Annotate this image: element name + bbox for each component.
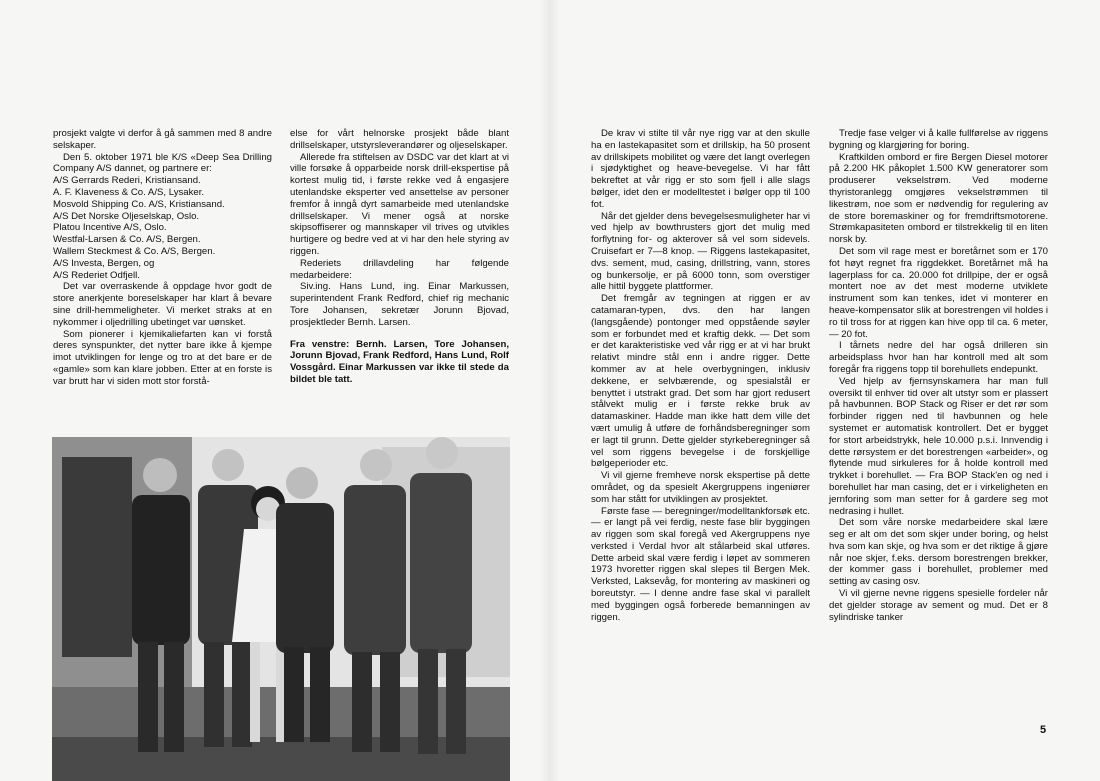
paragraph: Wallem Steckmest & Co. A/S, Bergen. <box>53 245 216 257</box>
paragraph: else for vårt helnorske prosjekt både blant drillselskaper, utstyrsleverandører og oljeselskaper. <box>290 128 509 151</box>
paragraph: A/S Investa, Bergen, og <box>53 257 155 269</box>
paragraph: A/S Rederiet Odfjell. <box>53 269 140 281</box>
paragraph: Som pionerer i kjemikaliefarten kan vi forstå deres synspunkter, det nytter bare ikke å kjempe imot utviklingen for lenge og tro at det bare er de «gamle» som kan klare jobben. Etter at en forste is var brutt har vi siden mott stor forstå- <box>53 328 272 387</box>
paragraph: Mosvold Shipping Co. A/S, Kristiansand. <box>53 198 225 210</box>
paragraph: Vi vil gjerne nevne riggens spesielle fordeler når det gjelder storage av sement og mud. Det er 8 sylindriske tanker <box>829 588 1048 623</box>
paragraph: Vi vil gjerne fremheve norsk ekspertise på dette området, og da spesielt Akergruppens ingeniører som har stått for utviklingen av prosjektet. <box>591 470 810 505</box>
paragraph: Westfal-Larsen & Co. A/S, Bergen. <box>53 234 201 246</box>
paragraph: Det var overraskende å oppdage hvor godt de store anerkjente boreselskaper har klart å bevare sine drill-hemmeligheter. Vi merket straks at en nykommer i oljedrilling ubetinget var uønsket. <box>53 281 272 328</box>
paragraph: De krav vi stilte til vår nye rigg var at den skulle ha en lastekapasitet som et drillskip, ha 50 prosent av drillskipets mobilitet og være det langt overlegen i sjødyktighet og heave-bevegelse. Vi har fått bekreftet at vår rigg er sto som fjell i alle slags bølger, idet den er modelltestet i bølger opp til 100 fot. <box>591 128 810 210</box>
group-photo-icon <box>52 437 510 781</box>
paragraph: Når det gjelder dens bevegelsesmuligheter har vi ved hjelp av bowthrusters gjort det mulig med forflytning for- og akterover så vel som sidevels. Cruisefart er 7—8 knop. — Riggens lastekapasitet, dvs. sement, mud, casing, drillstring, vann, stores og bunkersolje, er på 6000 tonn, som overstiger alle hittil byggete plattformer. <box>591 210 810 293</box>
paragraph: Rederiets drillavdeling har følgende medarbeidere: <box>290 257 509 281</box>
paragraph: Ved hjelp av fjernsynskamera har man full oversikt til enhver tid over alt utstyr som er plassert på havbunnen. BOP Stack og Riser er det rør som forbinder riggen ned til havbunnen og hele systemet er automatisk kontrollert. Det er bygget for stort arbeidstrykk, hele 10.000 p.s.i. Innvendig i dette rørsystem er det borestrengen «arbeider», og flytende mud sirkuleres for å holde kontroll med trykket i borehullet. — Fra BOP Stack'en og ned i borehullet har man casing, det er i virkeligheten en jernforing som man setter for å gardere seg mot nedrasing i hullet. <box>829 375 1048 517</box>
paragraph: Første fase — beregninger/modelltankforsøk etc. — er langt på vei ferdig, neste fase blir byggingen av riggen som skal foregå ved Akergruppens nye verksted i Verdal hvor alt stålarbeid skal utføres. Dette arbeid skal være ferdig i løpet av sommeren 1973 hvoretter riggen skal slepes til Bergen Mek. Verksted, Laksevåg, for montering av maskineri og boreutstyr. — I denne andre fase skal vi parallelt med byggingen også forberede bemanningen av riggen. <box>591 505 810 623</box>
page-number: 5 <box>1040 724 1047 736</box>
text-column-3 <box>591 128 810 623</box>
text-column-1 <box>53 128 272 388</box>
paragraph: Fra venstre: Bernh. Larsen, Tore Johansen, Jorunn Bjovad, Frank Redford, Hans Lund, Rolf Vossgård. Einar Markussen var ikke til stede da bildet ble tatt. <box>290 338 509 385</box>
paragraph: Den 5. oktober 1971 ble K/S «Deep Sea Drilling Company A/S dannet, og partnere er: <box>53 151 272 175</box>
paragraph: Tredje fase velger vi å kalle fullførelse av riggens bygning og klargjøring for boring. <box>829 128 1048 151</box>
paragraph: Kraftkilden ombord er fire Bergen Diesel motorer på 2.200 HK påkoplet 1.500 KW generatorer som produserer vekselstrøm. Ved moderne thyristoranlegg omgjøres vekselstrømmen til likestrøm, noe som er nødvendig for regulering av de store boremaskiner og for fremdriftsmotorene. Strømkapasiteten ombord er tilstrekkelig til en liten norsk by. <box>829 151 1048 246</box>
paragraph: Allerede fra stiftelsen av DSDC var det klart at vi ville forsøke å opparbeide norsk drill-ekspertise på kortest mulig tid, i første rekke ved å engasjere utenlandske eksperter ved ansettelse av personer fremfor å inngå dyrt samarbeide med utenlandske drillselskaper. Vi mener også at norske skipsoffiserer og mannskaper vil trives og utvikles hurtigere og bedre ved at vi har den hele styring av riggen. <box>290 151 509 257</box>
paragraph: Platou Incentive A/S, Oslo. <box>53 222 167 234</box>
paragraph: I tårnets nedre del har også drilleren sin arbeidsplass hvor han har kontroll med alt som foregår fra riggens topp til borehullets endepunkt. <box>829 340 1048 375</box>
paragraph: Det som vil rage mest er boretårnet som er 170 fot høyt regnet fra riggdekket. Boretårnet må ha lagerplass for ca. 20.000 fot drillpipe, der er også montert noe av det mest moderne utviklete instrument som kan tenkes, idet vi monterer en heave-kompensator slik at borestrengen vil holdes i ro til tross for at riggen kan hive opp til ca. 6 meter,— 20 fot. <box>829 245 1048 340</box>
paragraph: prosjekt valgte vi derfor å gå sammen med 8 andre selskaper. <box>53 128 272 151</box>
paragraph: Siv.ing. Hans Lund, ing. Einar Markussen, superintendent Frank Redford, chief rig mechanic Tore Johansen, sekretær Jorunn Bjovad, prosjektleder Bernh. Larsen. <box>290 281 509 328</box>
text-column-4 <box>829 128 1048 623</box>
paragraph: Det som våre norske medarbeidere skal lære seg er alt om det som skjer under boring, og helst hva som kan skje, og hva som er det riktige å gjøre når noe skjer, f.eks. dersom borestrengen brekker, der kommer gass i borehullet, problemer med setting av casing osv. <box>829 517 1048 588</box>
page-gutter <box>540 0 560 781</box>
group-photo <box>52 437 510 781</box>
paragraph: A/S Det Norske Oljeselskap, Oslo. <box>53 210 200 222</box>
text-column-2 <box>290 128 509 386</box>
paragraph: Det fremgår av tegningen at riggen er av catamaran-typen, dvs. den har langen (langsgående) pontonger med oppstående søyler som er forbundet med et kraftig dekk. — Det som er det karakteristiske ved vår rigg er at vi har brukt relativt mindre stål enn i andre rigger. Dette kommer av at hele overbygningen, inklusiv dekkene, er selvbærende, og spesialstål er benyttet i utstrakt grad. Det som har gjort redusert stålvekt mulig er i første rekke bruk av datamaskiner. Hadde man ikke hatt dem ville det vært umulig å utføre de forhåndsberegninger som er lagt til grunn. Dette gjelder styrkeberegninger så vel som riggens bevegelse i de forskjellige bølgeperioder etc. <box>591 293 810 470</box>
paragraph: A/S Gerrards Rederi, Kristiansand. <box>53 175 201 187</box>
paragraph: A. F. Klaveness & Co. A/S, Lysaker. <box>53 186 205 198</box>
